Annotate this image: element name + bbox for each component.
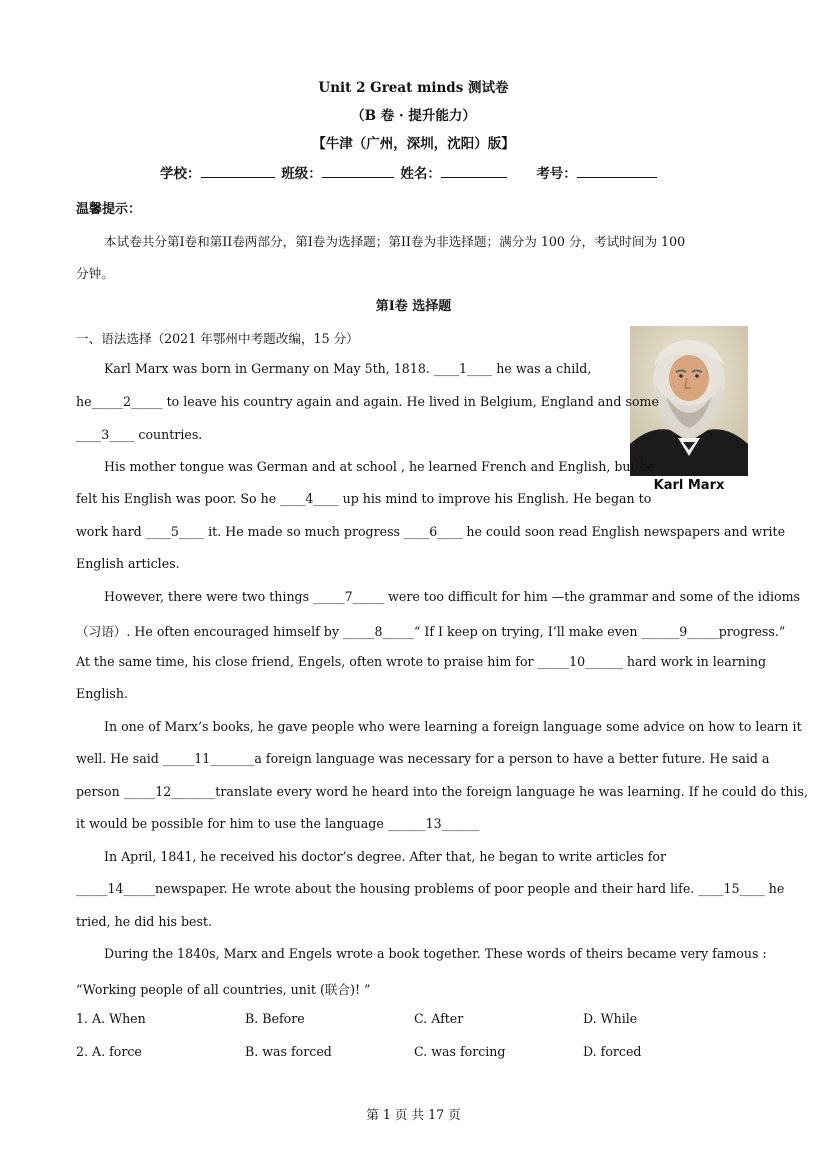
- q1-option-b[interactable]: B. Before: [245, 1011, 305, 1026]
- section-title: 第I卷 选择题: [375, 299, 452, 314]
- name-label: 姓名：: [400, 166, 441, 182]
- q1-option-c[interactable]: C. After: [414, 1011, 464, 1026]
- passage-line: tried, he did his best.: [76, 914, 212, 929]
- passage-line: “Working people of all countries, unit (联合)! ”: [76, 982, 371, 997]
- page-number: 第 1 页 共 17 页: [366, 1107, 461, 1122]
- edition-label: 【牛津（广州，深圳，沈阳）版】: [312, 136, 515, 152]
- q2-option-c[interactable]: C. was forcing: [414, 1044, 506, 1059]
- passage-line: he_____2_____ to leave his country again and again. He lived in Belgium, England and some: [76, 394, 659, 409]
- school-label: 学校：: [160, 166, 201, 182]
- image-caption: Karl Marx: [653, 478, 725, 493]
- blank-10[interactable]: _____10______: [537, 654, 623, 669]
- passage-line: well. He said _____11_______a foreign language was necessary for a person to have a better future. He said a: [76, 751, 770, 766]
- blank-4[interactable]: ____4____: [280, 491, 339, 506]
- q2-option-b[interactable]: B. was forced: [245, 1044, 332, 1059]
- passage-line: In April, 1841, he received his doctor’s degree. After that, he began to write articles for: [104, 849, 666, 864]
- q1-option-d[interactable]: D. While: [583, 1011, 638, 1026]
- passage-line: （习语）. He often encouraged himself by _____8_____“ If I keep on trying, I’ll make even ______9_____progress.”: [76, 624, 786, 639]
- blank-14[interactable]: _____14_____: [76, 881, 155, 896]
- passage-line: However, there were two things _____7_____ were too difficult for him —the grammar and some of the idioms: [104, 589, 801, 604]
- passage-line: Karl Marx was born in Germany on May 5th, 1818. ____1____ he was a child,: [104, 361, 592, 376]
- passage-line: At the same time, his close friend, Engels, often wrote to praise him for _____10______ hard work in learning: [76, 654, 767, 669]
- passage-line: work hard ____5____ it. He made so much progress ____6____ he could soon read English newspapers and write: [76, 524, 786, 539]
- blank-2[interactable]: _____2_____: [91, 394, 163, 409]
- tips-line-2: 分钟。: [76, 266, 114, 281]
- blank-11[interactable]: _____11_______: [162, 751, 255, 766]
- passage-line: English articles.: [76, 556, 180, 571]
- q2-option-d[interactable]: D. forced: [583, 1044, 642, 1059]
- blank-1[interactable]: ____1____: [433, 361, 493, 376]
- part-title: 一、语法选择（2021 年鄂州中考题改编，15 分）: [76, 331, 359, 346]
- q1-option-a[interactable]: 1. A. When: [76, 1011, 146, 1026]
- student-info-row: [160, 162, 659, 182]
- tips-line-1: 本试卷共分第I卷和第II卷两部分，第I卷为选择题；第II卷为非选择题；满分为 100 分，考试时间为 100: [104, 234, 686, 249]
- passage-line: _____14_____newspaper. He wrote about the housing problems of poor people and their hard life. ____15____ he: [76, 881, 785, 896]
- passage-line: felt his English was poor. So he ____4____ up his mind to improve his English. He began to: [76, 491, 652, 506]
- page-title: Unit 2 Great minds 测试卷: [318, 80, 509, 96]
- passage-line: person _____12_______translate every word he heard into the foreign language he was learning. If he could do this,: [76, 784, 809, 799]
- passage-line: English.: [76, 686, 128, 701]
- name-blank[interactable]: [441, 163, 507, 178]
- blank-13[interactable]: ______13______: [387, 816, 480, 831]
- school-blank[interactable]: [201, 163, 275, 178]
- page-subtitle: （B 卷 · 提升能力）: [351, 108, 476, 124]
- blank-5[interactable]: ____5____: [145, 524, 205, 539]
- passage-line: During the 1840s, Marx and Engels wrote a book together. These words of theirs became very famous :: [104, 946, 767, 961]
- passage-line: His mother tongue was German and at school , he learned French and English, but he: [104, 459, 656, 474]
- passage-line: In one of Marx’s books, he gave people who were learning a foreign language some advice on how to learn it: [104, 719, 802, 734]
- tips-heading: 温馨提示：: [76, 202, 142, 217]
- blank-8[interactable]: _____8_____: [342, 624, 414, 639]
- passage-line: it would be possible for him to use the language ______13______: [76, 816, 480, 831]
- number-blank[interactable]: [577, 163, 657, 178]
- blank-6[interactable]: ____6____: [404, 524, 463, 539]
- blank-12[interactable]: _____12_______: [123, 784, 216, 799]
- blank-9[interactable]: ______9_____: [641, 624, 719, 639]
- blank-3[interactable]: ____3____: [76, 427, 135, 442]
- blank-15[interactable]: ____15____: [698, 881, 765, 896]
- blank-7[interactable]: _____7_____: [313, 589, 385, 604]
- passage-line: ____3____ countries.: [76, 427, 203, 442]
- class-label: 班级：: [281, 166, 322, 182]
- q2-option-a[interactable]: 2. A. force: [76, 1044, 142, 1059]
- number-label: 考号：: [536, 166, 577, 182]
- class-blank[interactable]: [322, 163, 394, 178]
